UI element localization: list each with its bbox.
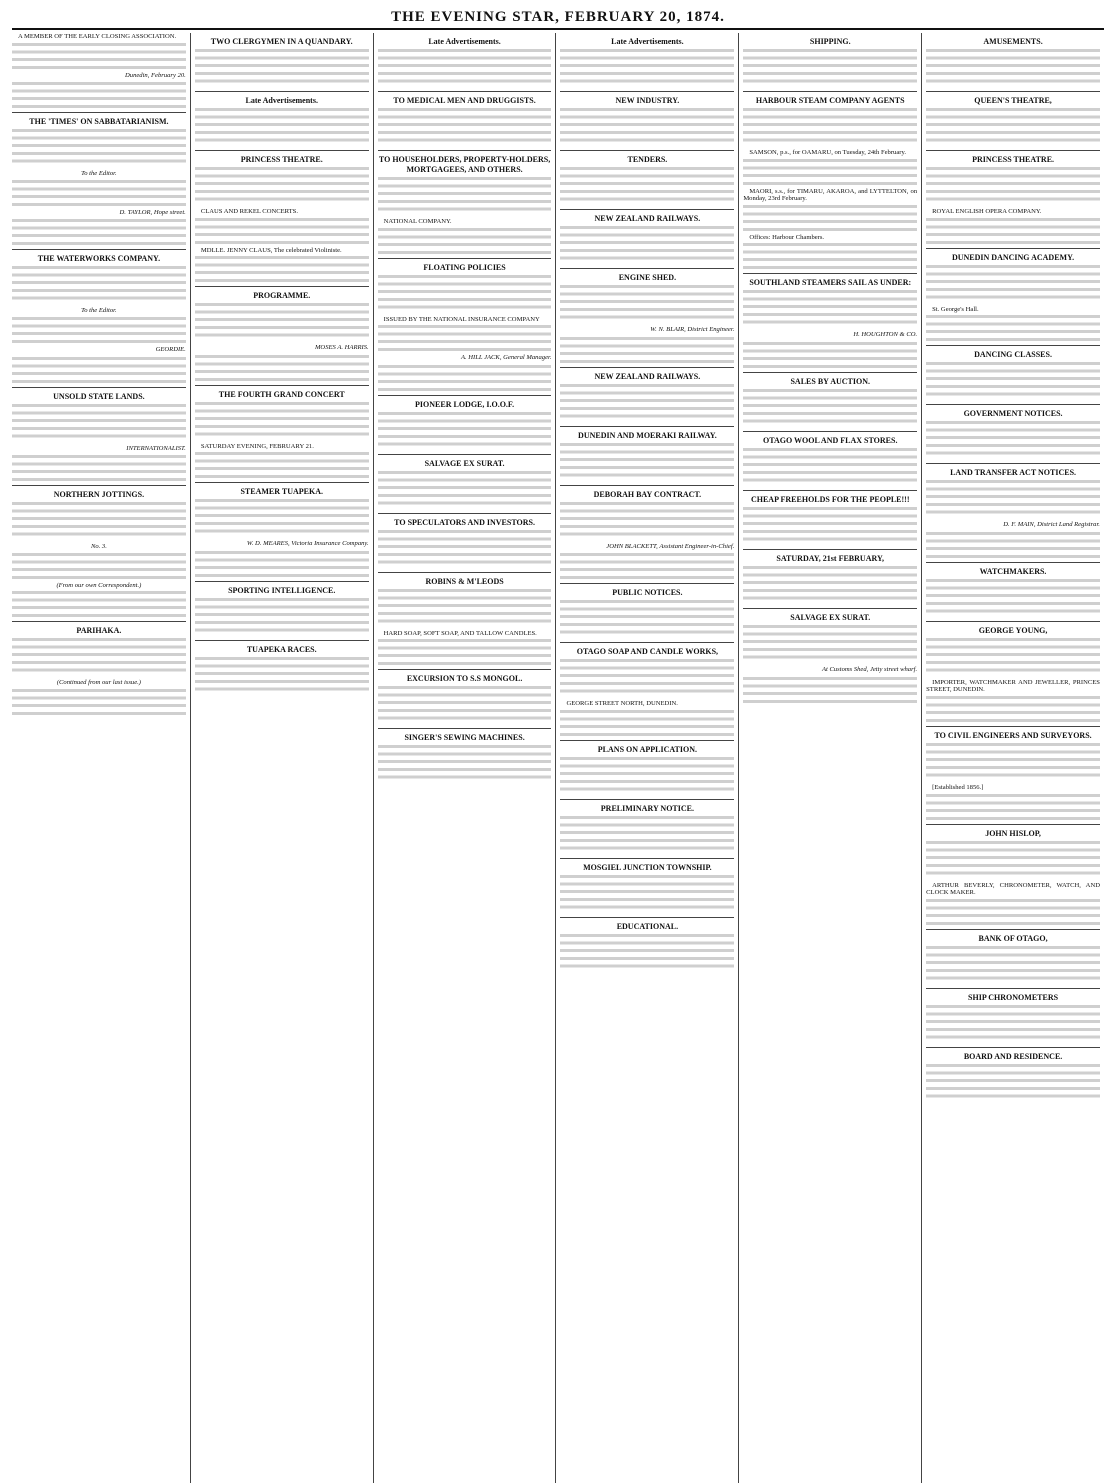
- subheading: (Continued from our last issue.): [56, 679, 142, 687]
- illegible-text: [926, 108, 1100, 146]
- illegible-text: [926, 532, 1100, 558]
- illegible-text: [743, 342, 917, 368]
- illegible-text: [926, 638, 1100, 676]
- illegible-text: [926, 362, 1100, 400]
- illegible-text: [560, 443, 734, 481]
- illegible-text: [743, 448, 917, 486]
- section-heading: TO SPECULATORS AND INVESTORS.: [394, 517, 535, 527]
- signature: JOHN BLACKETT, Assistant Engineer-in-Chief.: [606, 542, 735, 550]
- illegible-text: [743, 108, 917, 146]
- section-heading: FLOATING POLICIES: [423, 262, 506, 272]
- column-rule: [378, 150, 552, 151]
- signature: MOSES A. HARRIS.: [314, 344, 369, 352]
- section-heading: GEORGE YOUNG,: [978, 625, 1048, 635]
- columns: [12, 33, 1104, 1483]
- section-heading: NEW INDUSTRY.: [615, 96, 680, 105]
- illegible-text: [926, 579, 1100, 617]
- column-rule: [378, 728, 552, 729]
- section-heading: MOSGIEL JUNCTION TOWNSHIP.: [583, 862, 712, 872]
- illegible-text: [926, 315, 1100, 341]
- section-heading: ENGINE SHED.: [618, 273, 677, 282]
- column-rule: [926, 621, 1100, 622]
- illegible-text: [743, 243, 917, 269]
- column-rule: [926, 1047, 1100, 1048]
- section-heading: BOARD AND RESIDENCE.: [963, 1051, 1063, 1061]
- column-rule: [743, 372, 917, 373]
- column-rule: [743, 490, 917, 491]
- section-heading: TO HOUSEHOLDERS, PROPERTY-HOLDERS, MORTGAGEES, AND OTHERS.: [378, 155, 551, 174]
- illegible-text: [195, 167, 369, 205]
- column-rule: [378, 513, 552, 514]
- illegible-text: [195, 108, 369, 146]
- column-rule: [378, 454, 552, 455]
- illegible-text: [560, 384, 734, 422]
- column-rule: [378, 669, 552, 670]
- column-rule: [195, 286, 369, 287]
- column-rule: [560, 367, 734, 368]
- illegible-text: [926, 1005, 1100, 1043]
- column-rule: [560, 426, 734, 427]
- section-heading: SHIP CHRONOMETERS: [968, 992, 1059, 1002]
- section-heading: AMUSEMENTS.: [983, 37, 1043, 46]
- body-text: GEORGE STREET NORTH, DUNEDIN.: [566, 700, 678, 708]
- section-heading: DUNEDIN DANCING ACADEMY.: [951, 252, 1075, 262]
- illegible-text: [12, 591, 186, 617]
- section-heading: PLANS ON APPLICATION.: [597, 744, 697, 754]
- column-6: [921, 33, 1104, 1483]
- section-heading: UNSOLD STATE LANDS.: [53, 391, 145, 401]
- illegible-text: [378, 745, 552, 783]
- section-heading: JOHN HISLOP,: [985, 828, 1041, 838]
- section-heading: THE WATERWORKS COMPANY.: [37, 254, 161, 264]
- column-rule: [560, 740, 734, 741]
- column-rule: [560, 858, 734, 859]
- illegible-text: [378, 471, 552, 509]
- body-text: CLAUS AND REKEL CONCERTS.: [200, 208, 299, 215]
- illegible-text: [378, 639, 552, 665]
- column-rule: [743, 273, 917, 274]
- column-rule: [560, 642, 734, 643]
- section-heading: SALVAGE EX SURAT.: [424, 458, 505, 468]
- section-heading: NEW ZEALAND RAILWAYS.: [594, 214, 701, 223]
- section-heading: Late Advertisements.: [428, 37, 501, 46]
- illegible-text: [12, 82, 186, 108]
- illegible-text: [12, 357, 186, 383]
- illegible-text: [560, 600, 734, 638]
- body-text: Offices: Harbour Chambers.: [749, 233, 825, 241]
- section-heading: QUEEN'S THEATRE,: [974, 96, 1052, 105]
- column-2: [190, 33, 373, 1483]
- section-heading: SINGER'S SEWING MACHINES.: [404, 733, 525, 743]
- column-rule: [12, 387, 186, 388]
- body-text: NATIONAL COMPANY.: [383, 218, 452, 225]
- illegible-text: [560, 502, 734, 540]
- column-rule: [926, 463, 1100, 464]
- section-heading: STEAMER TUAPEKA.: [240, 487, 323, 497]
- body-text: SAMSON, p.s., for OAMARU, on Tuesday, 24th February.: [749, 149, 906, 156]
- section-heading: CHEAP FREEHOLDS FOR THE PEOPLE!!!: [750, 494, 910, 504]
- section-heading: DUNEDIN AND MOERAKI RAILWAY.: [578, 430, 717, 440]
- column-rule: [926, 248, 1100, 249]
- column-3: [373, 33, 556, 1483]
- section-heading: HARBOUR STEAM COMPANY AGENTS: [755, 96, 905, 105]
- illegible-text: [926, 696, 1100, 722]
- illegible-text: [743, 625, 917, 663]
- column-rule: [12, 249, 186, 250]
- section-heading: DANCING CLASSES.: [974, 350, 1052, 360]
- body-text: St. George's Hall.: [932, 305, 979, 313]
- column-rule: [195, 640, 369, 641]
- column-rule: [560, 917, 734, 918]
- illegible-text: [378, 412, 552, 450]
- section-heading: Late Advertisements.: [245, 96, 318, 105]
- body-text: ROYAL ENGLISH OPERA COMPANY.: [932, 208, 1042, 215]
- column-rule: [12, 621, 186, 622]
- illegible-text: [743, 566, 917, 604]
- illegible-text: [560, 757, 734, 795]
- section-heading: DEBORAH BAY CONTRACT.: [593, 489, 702, 499]
- column-rule: [743, 431, 917, 432]
- section-heading: LAND TRANSFER ACT NOTICES.: [950, 468, 1077, 478]
- signature: A. HILL JACK, General Manager.: [460, 354, 552, 362]
- subheading: To the Editor.: [81, 170, 117, 178]
- signature: GEORDIE.: [155, 345, 186, 353]
- illegible-text: [560, 659, 734, 697]
- illegible-text: [560, 934, 734, 972]
- section-heading: BANK OF OTAGO,: [978, 933, 1048, 943]
- illegible-text: [195, 499, 369, 537]
- section-heading: NORTHERN JOTTINGS.: [53, 490, 145, 500]
- column-rule: [195, 385, 369, 386]
- illegible-text: [926, 794, 1100, 820]
- illegible-text: [378, 589, 552, 627]
- illegible-text: [926, 899, 1100, 925]
- section-heading: PARIHAKA.: [76, 626, 122, 636]
- illegible-text: [12, 689, 186, 715]
- illegible-text: [12, 455, 186, 481]
- body-text: MAORI, s.s., for TIMARU, AKAROA, and LYTTELTON, on Monday, 23rd February.: [743, 187, 918, 203]
- illegible-text: [743, 290, 917, 328]
- column-rule: [378, 572, 552, 573]
- section-heading: TUAPEKA RACES.: [246, 644, 317, 654]
- section-heading: SHIPPING.: [809, 37, 851, 46]
- signature: At Customs Shed, Jetty street wharf.: [821, 665, 918, 673]
- column-5: [738, 33, 921, 1483]
- signature: INTERNATIONALIST.: [126, 444, 186, 452]
- illegible-text: [560, 337, 734, 363]
- column-rule: [195, 91, 369, 92]
- illegible-text: [12, 502, 186, 540]
- column-4: [555, 33, 738, 1483]
- column-rule: [195, 581, 369, 582]
- column-rule: [378, 91, 552, 92]
- section-heading: PRELIMINARY NOTICE.: [600, 803, 694, 813]
- column-rule: [560, 150, 734, 151]
- column-rule: [926, 150, 1100, 151]
- illegible-text: [743, 49, 917, 87]
- section-heading: PRINCESS THEATRE.: [240, 155, 323, 164]
- body-text: HARD SOAP, SOFT SOAP, AND TALLOW CANDLES.: [383, 629, 537, 637]
- illegible-text: [378, 530, 552, 568]
- illegible-text: [12, 180, 186, 206]
- illegible-text: [195, 598, 369, 636]
- section-heading: OTAGO SOAP AND CANDLE WORKS,: [576, 647, 719, 657]
- illegible-text: [743, 389, 917, 427]
- section-heading: TO MEDICAL MEN AND DRUGGISTS.: [393, 96, 536, 105]
- subheading: To the Editor.: [81, 307, 117, 315]
- section-heading: SALES BY AUCTION.: [790, 376, 870, 386]
- illegible-text: [12, 129, 186, 167]
- masthead: THE EVENING STAR, FEBRUARY 20, 1874.: [12, 6, 1104, 30]
- column-rule: [743, 608, 917, 609]
- section-heading: SPORTING INTELLIGENCE.: [228, 585, 336, 595]
- column-rule: [378, 258, 552, 259]
- illegible-text: [12, 266, 186, 304]
- illegible-text: [560, 167, 734, 205]
- illegible-text: [195, 303, 369, 341]
- illegible-text: [926, 265, 1100, 303]
- body-text: MDLLE. JENNY CLAUS, The celebrated Violiniste.: [200, 246, 342, 254]
- signature: W. N. BLAIR, District Engineer.: [650, 326, 735, 333]
- illegible-text: [560, 285, 734, 323]
- illegible-text: [195, 452, 369, 478]
- section-heading: TENDERS.: [627, 155, 668, 164]
- column-rule: [926, 345, 1100, 346]
- column-rule: [743, 91, 917, 92]
- column-rule: [560, 91, 734, 92]
- illegible-text: [743, 159, 917, 185]
- section-heading: Late Advertisements.: [611, 37, 684, 46]
- illegible-text: [926, 49, 1100, 87]
- illegible-text: [560, 875, 734, 913]
- illegible-text: [743, 677, 917, 703]
- illegible-text: [926, 421, 1100, 459]
- illegible-text: [195, 256, 369, 282]
- illegible-text: [195, 551, 369, 577]
- signature: D. TAYLOR, Hope street.: [119, 208, 186, 216]
- section-heading: PROGRAMME.: [253, 291, 311, 301]
- signature: H. HOUGHTON & CO.: [853, 331, 918, 339]
- illegible-text: [378, 686, 552, 724]
- column-rule: [926, 404, 1100, 405]
- illegible-text: [560, 49, 734, 87]
- illegible-text: [12, 219, 186, 245]
- illegible-text: [378, 365, 552, 391]
- illegible-text: [743, 205, 917, 231]
- column-rule: [926, 824, 1100, 825]
- column-rule: [926, 726, 1100, 727]
- illegible-text: [378, 177, 552, 215]
- illegible-text: [560, 553, 734, 579]
- subheading: No. 3.: [90, 543, 107, 551]
- signature: D. F. MAIN, District Land Registrar.: [1003, 521, 1100, 529]
- illegible-text: [378, 49, 552, 87]
- illegible-text: [195, 402, 369, 440]
- column-rule: [560, 485, 734, 486]
- illegible-text: [12, 553, 186, 579]
- illegible-text: [926, 841, 1100, 879]
- illegible-text: [926, 218, 1100, 244]
- subheading: (From our own Correspondent.): [56, 581, 142, 589]
- section-heading: THE FOURTH GRAND CONCERT: [218, 389, 345, 399]
- signature: W. D. MEARES, Victoria Insurance Company.: [246, 540, 369, 548]
- column-rule: [560, 583, 734, 584]
- illegible-text: [378, 108, 552, 146]
- section-heading: TO CIVIL ENGINEERS AND SURVEYORS.: [934, 730, 1092, 740]
- section-heading: PIONEER LODGE, I.O.O.F.: [415, 399, 515, 409]
- column-rule: [378, 395, 552, 396]
- illegible-text: [378, 275, 552, 313]
- illegible-text: [12, 317, 186, 343]
- column-rule: [926, 929, 1100, 930]
- section-heading: SOUTHLAND STEAMERS SAIL AS UNDER:: [749, 278, 912, 288]
- section-heading: OTAGO WOOL AND FLAX STORES.: [762, 435, 898, 445]
- illegible-text: [560, 710, 734, 736]
- illegible-text: [926, 167, 1100, 205]
- illegible-text: [926, 480, 1100, 518]
- illegible-text: [560, 226, 734, 264]
- illegible-text: [743, 507, 917, 545]
- illegible-text: [12, 404, 186, 442]
- illegible-text: [195, 218, 369, 244]
- section-heading: SALVAGE EX SURAT.: [790, 612, 871, 622]
- body-text: ISSUED BY THE NATIONAL INSURANCE COMPANY: [383, 315, 540, 323]
- body-text: [Established 1856.]: [932, 783, 984, 791]
- column-rule: [743, 549, 917, 550]
- section-heading: EXCURSION TO S.S MONGOL.: [406, 674, 523, 684]
- section-heading: EDUCATIONAL.: [616, 921, 679, 931]
- section-heading: PRINCESS THEATRE.: [972, 155, 1055, 164]
- column-rule: [926, 988, 1100, 989]
- section-heading: NEW ZEALAND RAILWAYS.: [594, 371, 701, 381]
- illegible-text: [926, 1064, 1100, 1102]
- column-rule: [195, 482, 369, 483]
- body-text: A MEMBER OF THE EARLY CLOSING ASSOCIATION.: [18, 33, 177, 40]
- illegible-text: [195, 355, 369, 381]
- column-rule: [560, 799, 734, 800]
- section-heading: TWO CLERGYMEN IN A QUANDARY.: [210, 37, 353, 46]
- illegible-text: [378, 228, 552, 254]
- section-heading: SATURDAY, 21st FEBRUARY,: [776, 553, 885, 563]
- body-text: IMPORTER, WATCHMAKER AND JEWELLER, PRINCES STREET, DUNEDIN.: [926, 678, 1100, 694]
- illegible-text: [560, 816, 734, 854]
- illegible-text: [12, 43, 186, 69]
- illegible-text: [195, 49, 369, 87]
- column-rule: [560, 268, 734, 269]
- body-text: SATURDAY EVENING, FEBRUARY 21.: [200, 442, 314, 450]
- column-rule: [12, 485, 186, 486]
- column-rule: [926, 91, 1100, 92]
- section-heading: PUBLIC NOTICES.: [612, 588, 683, 598]
- column-rule: [12, 112, 186, 113]
- signature: Dunedin, February 20.: [125, 71, 186, 79]
- section-heading: ROBINS & M'LEODS: [425, 576, 504, 586]
- section-heading: GOVERNMENT NOTICES.: [963, 409, 1063, 419]
- illegible-text: [12, 638, 186, 676]
- body-text: ARTHUR BEVERLY, CHRONOMETER, WATCH, AND CLOCK MAKER.: [926, 881, 1100, 897]
- column-rule: [560, 209, 734, 210]
- column-rule: [195, 150, 369, 151]
- column-1: [12, 33, 190, 1483]
- section-heading: THE 'TIMES' ON SABBATARIANISM.: [29, 117, 169, 127]
- illegible-text: [378, 325, 552, 351]
- illegible-text: [926, 946, 1100, 984]
- section-heading: WATCHMAKERS.: [979, 566, 1047, 576]
- column-rule: [926, 562, 1100, 563]
- illegible-text: [926, 743, 1100, 781]
- illegible-text: [560, 108, 734, 146]
- illegible-text: [195, 657, 369, 695]
